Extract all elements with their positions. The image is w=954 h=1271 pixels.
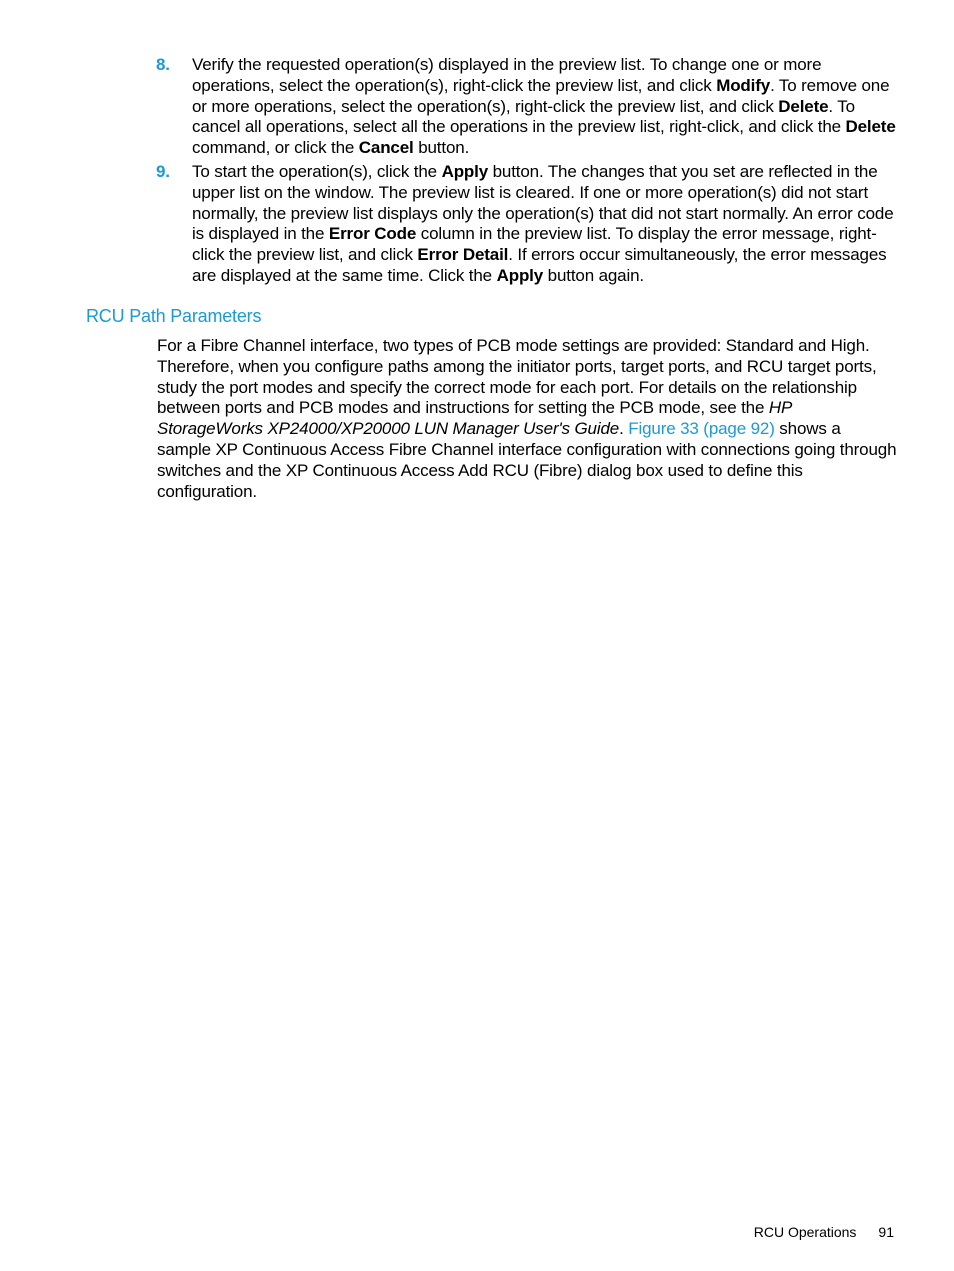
step-9 <box>156 162 898 287</box>
ui-term-delete: Delete <box>845 117 896 137</box>
footer-chapter-title: RCU Operations <box>753 1224 857 1240</box>
step-text: Verify the requested operation(s) displayed in the preview list. To change one or more operations, select the operation(s), right-click the preview list, and click Modify. To remove one or more operations, select the operation(s), right-click the preview list, and click Delete. To cancel all operations, select all the operations in the preview list, right-click, and click the Delete command, or click the Cancel button. <box>192 55 896 158</box>
step-number: 8. <box>156 55 170 74</box>
step-text: To start the operation(s), click the Apply button. The changes that you set are reflected in the upper list on the window. The preview list is cleared. If one or more operation(s) did not start normally, the preview list displays only the operation(s) that did not start normally. An error code is displayed in the Error Code column in the preview list. To display the error message, right-click the preview list, and click Error Detail. If errors occur simultaneously, the error messages are displayed at the same time. Click the Apply button again. <box>192 161 894 285</box>
ui-term-error-detail: Error Detail <box>417 245 509 265</box>
ui-term-cancel: Cancel <box>358 138 414 158</box>
ui-term-modify: Modify <box>716 75 771 95</box>
procedure-steps <box>156 55 898 290</box>
ui-term-apply: Apply <box>496 265 544 285</box>
page-footer <box>754 1222 894 1242</box>
section-paragraph: For a Fibre Channel interface, two types of PCB mode settings are provided: Standard and High. Therefore, when you configure paths among the initiator ports, target ports, and RCU target ports, study the port modes and specify the correct mode for each port. For details on the relationship between ports and PCB modes and instructions for setting the PCB mode, see the HP StorageWorks XP24000/XP20000 LUN Manager User's Guide. Figure 33 (page 92) shows a sample XP Continuous Access Fibre Channel interface configuration with connections going through switches and the XP Continuous Access Add RCU (Fibre) dialog box used to define this configuration. <box>157 336 897 501</box>
step-8 <box>156 55 898 159</box>
figure-cross-reference-link[interactable]: Figure 33 (page 92) <box>628 419 775 439</box>
section-heading: RCU Path Parameters <box>86 306 262 326</box>
ui-term-error-code: Error Code <box>328 224 417 244</box>
step-number: 9. <box>156 161 170 181</box>
ui-term-apply: Apply <box>441 161 489 181</box>
book-title: HP StorageWorks XP24000/XP20000 LUN Manager User's Guide <box>157 398 792 439</box>
ui-term-delete: Delete <box>778 96 829 116</box>
page-number: 91 <box>878 1224 894 1240</box>
